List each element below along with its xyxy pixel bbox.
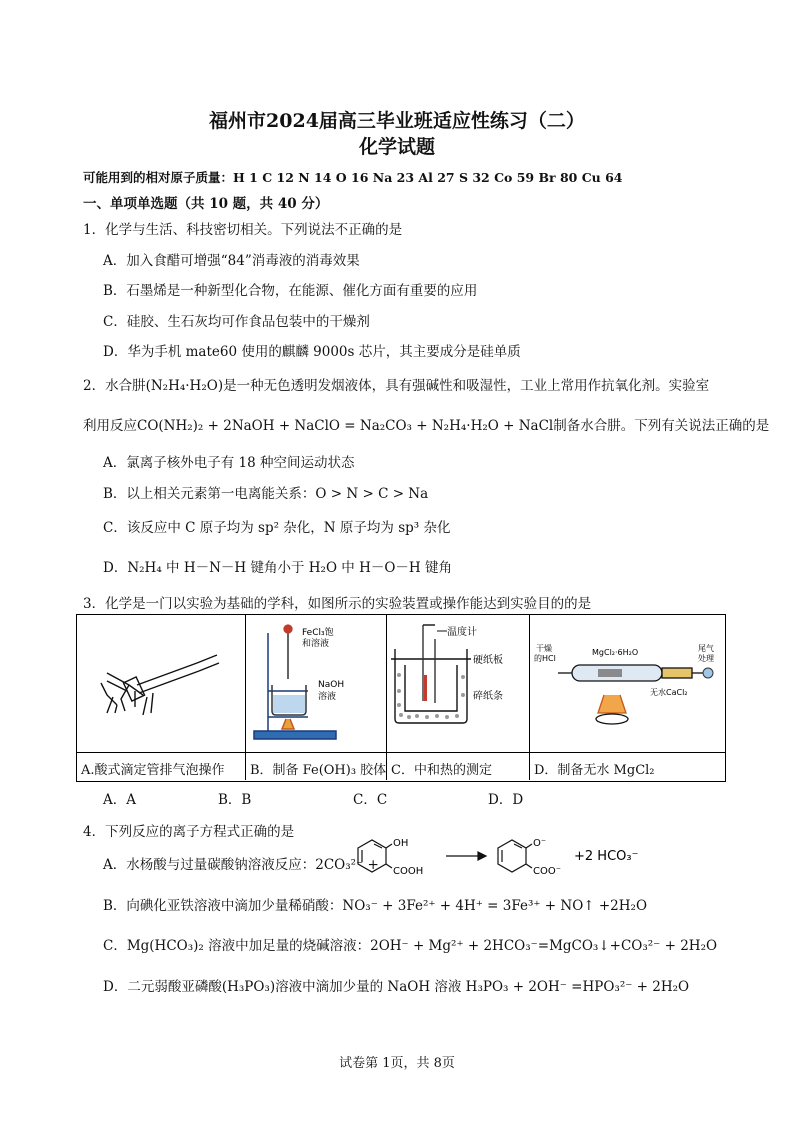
anhydrous-mgcl2-figure (530, 615, 724, 751)
question-4-option-d: D．二元弱酸亚磷酸(H₃PO₃)溶液中滴加少量的 NaOH 溶液 H₃PO₃ + 2OH⁻ =HPO₃²⁻ + 2H₂O (103, 979, 690, 995)
label-naoh: NaOH (318, 680, 345, 690)
question-1-option-a: A．加入食醋可增强“84”消毒液的消毒效果 (103, 253, 360, 269)
question-4-option-c: C．Mg(HCO₃)₂ 溶液中加足量的烧碱溶液：2OH⁻ + Mg²⁺ + 2HCO₃⁻=MgCO₃↓+CO₃²⁻ + 2H₂O (103, 938, 718, 954)
question-4-option-b: B．向碘化亚铁溶液中滴加少量稀硝酸：NO₃⁻ + 3Fe²⁺ + 4H⁺ = 3Fe³⁺ + NO↑ +2H₂O (103, 898, 648, 914)
question-2-stem-part2: 是一种无色透明发烟液体，具有强碱性和吸湿性，工业上常用作抗氧化剂。实验室 (223, 378, 710, 394)
question-1-option-b: B．石墨烯是一种新型化合物，在能源、催化方面有重要的应用 (103, 283, 478, 299)
caption-c: C．中和热的测定 (391, 763, 492, 778)
section-heading: 一、单项单选题（共 10 题，共 40 分） (83, 196, 329, 212)
question-1-option-c: C．硅胶、生石灰均可作食品包装中的干燥剂 (103, 314, 370, 330)
apparatus-table (76, 614, 726, 782)
label-fecl3-line2: 和溶液 (302, 639, 330, 649)
neutralization-heat-figure (387, 615, 529, 751)
label-fecl3-line1: FeCl₃饱 (302, 628, 334, 638)
label-coo-minus: COO⁻ (533, 866, 562, 877)
label-treatment: 处理 (698, 654, 714, 663)
burette-bubble-figure (77, 615, 245, 751)
question-2-stem-line2 (83, 414, 769, 434)
question-2-stem-line2-a: 利用反应 (83, 418, 137, 434)
label-anhydrous-cacl2: 无水CaCl₂ (650, 688, 688, 697)
label-thermometer: 温度计 (447, 627, 477, 638)
exam-title: 福州市2024届高三毕业班适应性练习（二） (209, 110, 585, 132)
label-naoh-solution: 溶液 (318, 692, 337, 702)
label-hcl: 的HCl (534, 654, 556, 663)
question-2-stem-line2-b: 制备水合肼。下列有关说法正确的是 (553, 418, 770, 434)
label-cardboard: 硬纸板 (473, 655, 503, 666)
question-3-answer-a: A．A (103, 792, 136, 808)
apparatus-cell-b (246, 615, 387, 780)
label-bicarbonate: +2 HCO₃⁻ (574, 849, 638, 864)
question-2-formula: (N₂H₄·H₂O) (145, 378, 224, 394)
question-3-answer-d: D．D (488, 792, 524, 808)
apparatus-cell-c (387, 615, 530, 780)
caption-d: D．制备无水 MgCl₂ (534, 763, 655, 778)
caption-a: A.酸式滴定管排气泡操作 (81, 763, 225, 778)
label-tail-gas: 尾气 (698, 644, 714, 653)
apparatus-cell-a (77, 615, 246, 780)
question-4-option-a-text: A．水杨酸与过量碳酸钠溶液反应：2CO₃²⁻ + (103, 857, 379, 873)
apparatus-cell-d (530, 615, 725, 780)
question-2-stem-line1 (83, 374, 709, 394)
question-1-option-d: D．华为手机 mate60 使用的麒麟 9000s 芯片，其主要成分是硅单质 (103, 344, 521, 360)
caption-b: B．制备 Fe(OH)₃ 胶体 (250, 763, 387, 778)
question-2-reaction: CO(NH₂)₂ + 2NaOH + NaClO = Na₂CO₃ + N₂H₄·H₂O + NaCl (137, 418, 554, 434)
question-1-stem: 1．化学与生活、科技密切相关。下列说法不正确的是 (83, 222, 403, 238)
label-mgcl2-hydrate: MgCl₂·6H₂O (592, 648, 639, 657)
question-4-stem: 4．下列反应的离子方程式正确的是 (83, 824, 295, 840)
atomic-masses: 可能用到的相对原子质量：H 1 C 12 N 14 O 16 Na 23 Al 27 S 32 Co 59 Br 80 Cu 64 (83, 170, 623, 185)
question-2-option-d: D．N₂H₄ 中 H－N－H 键角小于 H₂O 中 H－O－H 键角 (103, 560, 452, 576)
label-paper-scraps: 碎纸条 (473, 691, 503, 702)
label-cooh: COOH (393, 866, 424, 877)
question-3-stem: 3．化学是一门以实验为基础的学科，如图所示的实验装置或操作能达到实验目的的是 (83, 596, 592, 612)
question-2-option-b: B．以上相关元素第一电离能关系：O > N > C > Na (103, 486, 429, 502)
exam-subtitle: 化学试题 (358, 136, 435, 158)
question-3-answer-b: B．B (218, 792, 252, 808)
page-footer: 试卷第 1页，共 8页 (339, 1056, 455, 1071)
question-2-option-c: C．该反应中 C 原子均为 sp² 杂化，N 原子均为 sp³ 杂化 (103, 520, 451, 536)
question-2-option-a: A．氯离子核外电子有 18 种空间运动状态 (103, 455, 355, 471)
label-oh: OH (393, 838, 409, 849)
label-o-minus: O⁻ (533, 838, 547, 849)
label-dry: 干燥 (536, 644, 552, 653)
ferric-hydroxide-colloid-figure (246, 615, 386, 751)
question-2-stem-part1: 2．水合肼 (83, 378, 146, 394)
question-3-answer-c: C．C (353, 792, 388, 808)
salicylic-reaction-figure (338, 834, 638, 884)
